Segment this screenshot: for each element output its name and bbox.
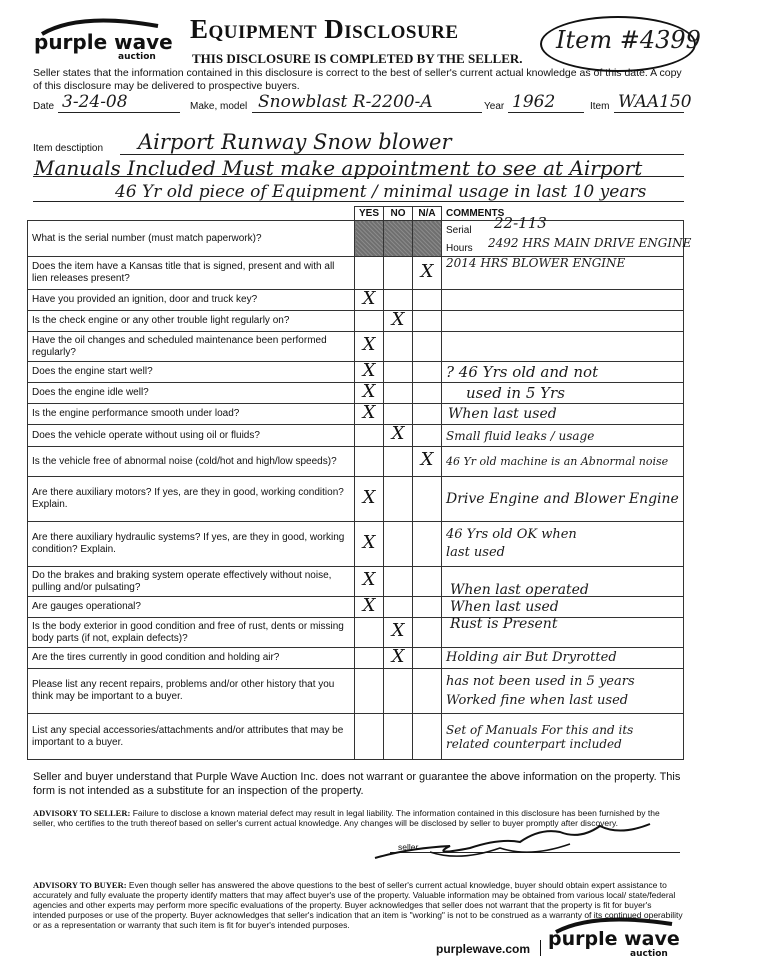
no-cell — [384, 257, 413, 290]
question-text: Are gauges operational? — [28, 597, 355, 618]
table-row — [28, 257, 684, 290]
question-text: Is the check engine or any other trouble light regularly on? — [28, 311, 355, 332]
advisory-buyer-text: Even though seller has answered the above questions to the best of seller's current actual knowledge, buyer should obtain expert assistance to accurately and fully evaluate the property identify matters that may affect buyer's use of the property. Valuable information may be obtained from various local/ state/federal agencies and other experts may perform more specific evaluations of the property. Buyer acknowledges that seller does not warrant that the property is fit for buyer's intended purposes or use of the property. Buyer acknowledges that seller's indication that an item is "working" is not to be construed as a warranty of its continued operability or as a representation or warranty that such item is fit for buyer's intended purposes. — [33, 880, 683, 930]
question-text: Do the brakes and braking system operate effectively without noise, pulling and/or pulsating? — [28, 567, 355, 597]
na-cell — [413, 290, 442, 311]
no-cell — [384, 404, 413, 425]
yes-cell — [355, 257, 384, 290]
no-cell: X — [384, 425, 413, 447]
table-row — [28, 648, 684, 669]
page-title: Equipment Disclosure — [190, 14, 459, 44]
comment-cell: ? 46 Yrs old and not — [442, 362, 684, 383]
logo-text: purple wave — [34, 30, 173, 54]
no-cell — [384, 290, 413, 311]
na-cell: X — [413, 447, 442, 477]
comment-cell — [442, 311, 684, 332]
header-logo — [34, 16, 174, 66]
footer-logo — [548, 914, 688, 964]
yes-cell: X — [355, 567, 384, 597]
na-cell — [413, 618, 442, 648]
question-text: Is the engine performance smooth under load? — [28, 404, 355, 425]
comment-cell: Rust is Present — [442, 618, 684, 648]
question-text: Is the vehicle free of abnormal noise (cold/hot and high/low speeds)? — [28, 447, 355, 477]
table-row — [28, 221, 684, 257]
no-cell — [384, 332, 413, 362]
yes-cell: X — [355, 362, 384, 383]
no-cell — [384, 383, 413, 404]
no-cell — [384, 221, 413, 257]
table-row — [28, 311, 684, 332]
footer-logo-text: purple wave — [548, 928, 680, 950]
comment-cell: When last used — [442, 597, 684, 618]
no-cell — [384, 597, 413, 618]
advisory-buyer-label: ADVISORY TO BUYER: — [33, 880, 127, 890]
hours-value: 2492 HRS MAIN DRIVE ENGINE — [488, 236, 692, 250]
question-text: Does the vehicle operate without using oil or fluids? — [28, 425, 355, 447]
question-text: Does the engine idle well? — [28, 383, 355, 404]
notice-text: Seller and buyer understand that Purple Wave Auction Inc. does not warrant or guarantee the above information on the property. This form is not intended as a substitute for an inspection of the property. — [33, 771, 681, 797]
year-label: Year — [484, 101, 505, 112]
year-value: 1962 — [512, 92, 556, 112]
item-value: WAA150 — [618, 92, 692, 112]
advisory-seller-label: ADVISORY TO SELLER: — [33, 808, 131, 818]
header-question — [28, 207, 355, 221]
question-text: Are there auxiliary motors? If yes, are they in good, working condition? Explain. — [28, 477, 355, 522]
no-cell — [384, 477, 413, 522]
table-row — [28, 447, 684, 477]
na-cell — [413, 648, 442, 669]
yes-cell: X — [355, 522, 384, 567]
table-header-row — [28, 207, 684, 221]
table-row — [28, 567, 684, 597]
comment-cell: Holding air But Dryrotted — [442, 648, 684, 669]
yes-cell: X — [355, 477, 384, 522]
footer-logo-subtext: auction — [630, 949, 668, 959]
seller-signature — [370, 818, 670, 868]
description-label: Item desctiption — [33, 143, 104, 154]
question-text: Have you provided an ignition, door and truck key? — [28, 290, 355, 311]
description-line-1: Airport Runway Snow blower — [138, 130, 452, 154]
comment-cell: Drive Engine and Blower Engine — [442, 477, 684, 522]
yes-cell — [355, 425, 384, 447]
no-cell: X — [384, 618, 413, 648]
table-row — [28, 597, 684, 618]
yes-cell — [355, 221, 384, 257]
question-text: List any special accessories/attachments and/or attributes that may be important to a buyer. — [28, 714, 355, 760]
header-na: N/A — [413, 207, 442, 221]
yes-cell: X — [355, 597, 384, 618]
comment-cell: When last operated — [442, 567, 684, 597]
table-row — [28, 669, 684, 714]
date-value: 3-24-08 — [62, 92, 128, 112]
description-line-3: 46 Yr old piece of Equipment / minimal usage in last 10 years — [115, 182, 647, 202]
comment-cell — [442, 214, 692, 257]
na-cell — [413, 425, 442, 447]
header-no: NO — [384, 207, 413, 221]
comment-cell: 46 Yr old machine is an Abnormal noise — [442, 447, 684, 477]
yes-cell: X — [355, 332, 384, 362]
question-text: Are there auxiliary hydraulic systems? If yes, are they in good, working condition? Explain. — [28, 522, 355, 567]
make-value: Snowblast R-2200-A — [258, 92, 433, 112]
header-comments: COMMENTS — [442, 207, 684, 221]
yes-cell — [355, 669, 384, 714]
table-row — [28, 362, 684, 383]
serial-value: 22-113 — [494, 214, 547, 232]
table-row — [28, 618, 684, 648]
advisory-seller-text: Failure to disclose a known material defect may result in legal liability. The information contained in this disclosure has been furnished by the seller, who certifies to the truth thereof based on seller's current actual knowledge. Any changes will be disclosed by seller to buyer promptly after discovery. — [33, 808, 660, 828]
hours-label: Hours — [446, 243, 473, 254]
table-row — [28, 477, 684, 522]
no-cell — [384, 567, 413, 597]
question-text: Does the item have a Kansas title that is signed, present and with all lien releases present? — [28, 257, 355, 290]
yes-cell — [355, 447, 384, 477]
table-row — [28, 383, 684, 404]
intro-text: Seller states that the information contained in this disclosure is correct to the best of seller's current actual knowledge as of this date. A copy of this disclosure may be delivered to prospective buyers. — [33, 67, 682, 92]
no-cell — [384, 714, 413, 760]
na-cell — [413, 477, 442, 522]
yes-cell: X — [355, 383, 384, 404]
no-cell — [384, 362, 413, 383]
comment-cell: Set of Manuals For this and its related counterpart included — [442, 714, 684, 760]
no-cell — [384, 447, 413, 477]
na-cell — [413, 567, 442, 597]
na-cell — [413, 221, 442, 257]
table-row — [28, 404, 684, 425]
yes-cell — [355, 714, 384, 760]
no-cell: X — [384, 311, 413, 332]
comment-cell: has not been used in 5 years Worked fine when last used — [442, 669, 684, 714]
na-cell — [413, 522, 442, 567]
header-yes: YES — [355, 207, 384, 221]
na-cell — [413, 311, 442, 332]
table-row — [28, 522, 684, 567]
comment-cell — [442, 290, 684, 311]
comment-cell — [442, 332, 684, 362]
question-text: Please list any recent repairs, problems and/or other history that you think may be important to a buyer. — [28, 669, 355, 714]
table-row — [28, 714, 684, 760]
question-text: What is the serial number (must match paperwork)? — [28, 221, 355, 257]
footer-divider — [540, 940, 541, 956]
yes-cell — [355, 311, 384, 332]
table-row — [28, 290, 684, 311]
item-label: Item — [590, 101, 610, 112]
na-cell — [413, 362, 442, 383]
comment-cell: 2014 HRS BLOWER ENGINE — [442, 257, 684, 290]
logo-subtext: auction — [118, 52, 156, 62]
description-line-2: Manuals Included Must make appointment to see at Airport — [34, 156, 643, 180]
yes-cell: X — [355, 404, 384, 425]
serial-label: Serial — [446, 225, 472, 236]
comment-cell: 46 Yrs old OK when last used — [442, 522, 684, 567]
question-text: Are the tires currently in good condition and holding air? — [28, 648, 355, 669]
na-cell — [413, 332, 442, 362]
disclosure-table — [27, 206, 692, 760]
na-cell — [413, 383, 442, 404]
item-number-handwritten: Item #4399 — [556, 26, 701, 54]
table-row — [28, 425, 684, 447]
question-text: Have the oil changes and scheduled maintenance been performed regularly? — [28, 332, 355, 362]
question-text: Is the body exterior in good condition and free of rust, dents or missing body parts (if not, explain defects)? — [28, 618, 355, 648]
na-cell — [413, 404, 442, 425]
question-text: Does the engine start well? — [28, 362, 355, 383]
na-cell: X — [413, 257, 442, 290]
comment-cell: When last used — [442, 404, 684, 425]
yes-cell — [355, 648, 384, 669]
comment-cell: Small fluid leaks / usage — [442, 425, 684, 447]
make-label: Make, model — [190, 101, 248, 112]
na-cell — [413, 669, 442, 714]
na-cell — [413, 714, 442, 760]
no-cell — [384, 669, 413, 714]
yes-cell — [355, 618, 384, 648]
seller-label: seller — [398, 842, 419, 852]
yes-cell: X — [355, 290, 384, 311]
na-cell — [413, 597, 442, 618]
no-cell: X — [384, 648, 413, 669]
comment-cell: used in 5 Yrs — [442, 383, 684, 404]
website-url: purplewave.com — [436, 942, 531, 956]
date-label: Date — [33, 101, 55, 112]
page-subtitle: THIS DISCLOSURE IS COMPLETED BY THE SELLER. — [192, 51, 523, 66]
no-cell — [384, 522, 413, 567]
table-row — [28, 332, 684, 362]
